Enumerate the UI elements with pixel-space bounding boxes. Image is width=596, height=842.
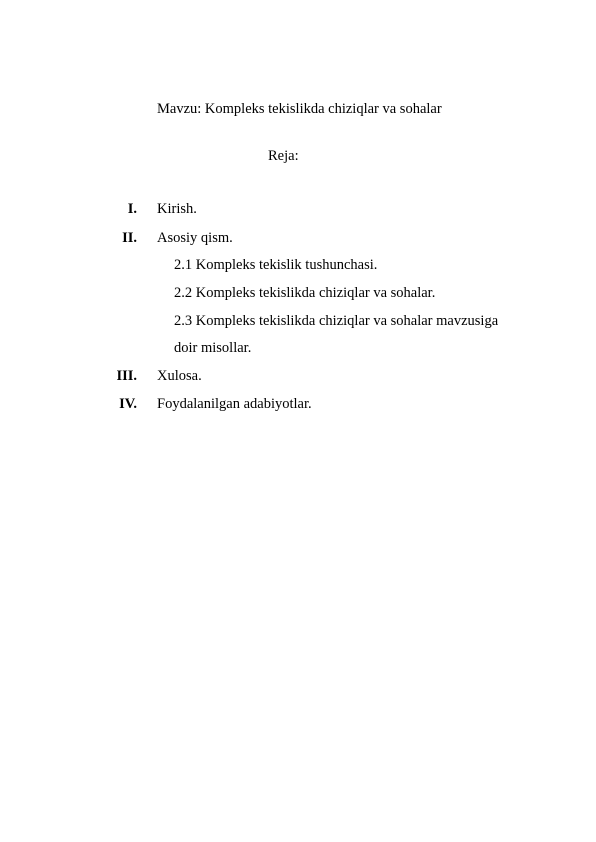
document-title: Mavzu: Kompleks tekislikda chiziqlar va sohalar xyxy=(157,101,442,117)
plan-heading: Reja: xyxy=(268,148,299,164)
item-text: Kirish. xyxy=(157,201,197,217)
subitem-text: 2.3 Kompleks tekislikda chiziqlar va sohalar mavzusiga xyxy=(174,313,499,329)
subitem-text: 2.2 Kompleks tekislikda chiziqlar va sohalar. xyxy=(174,285,436,301)
item-numeral: IV. xyxy=(119,396,137,412)
item-numeral: III. xyxy=(116,368,137,384)
item-text: Asosiy qism. xyxy=(157,230,233,246)
item-text: Foydalanilgan adabiyotlar. xyxy=(157,396,312,412)
item-numeral: I. xyxy=(127,201,137,217)
subitem-text: 2.1 Kompleks tekislik tushunchasi. xyxy=(174,257,378,273)
subitem-text: doir misollar. xyxy=(174,340,252,356)
item-text: Xulosa. xyxy=(157,368,202,384)
item-numeral: II. xyxy=(122,230,137,246)
